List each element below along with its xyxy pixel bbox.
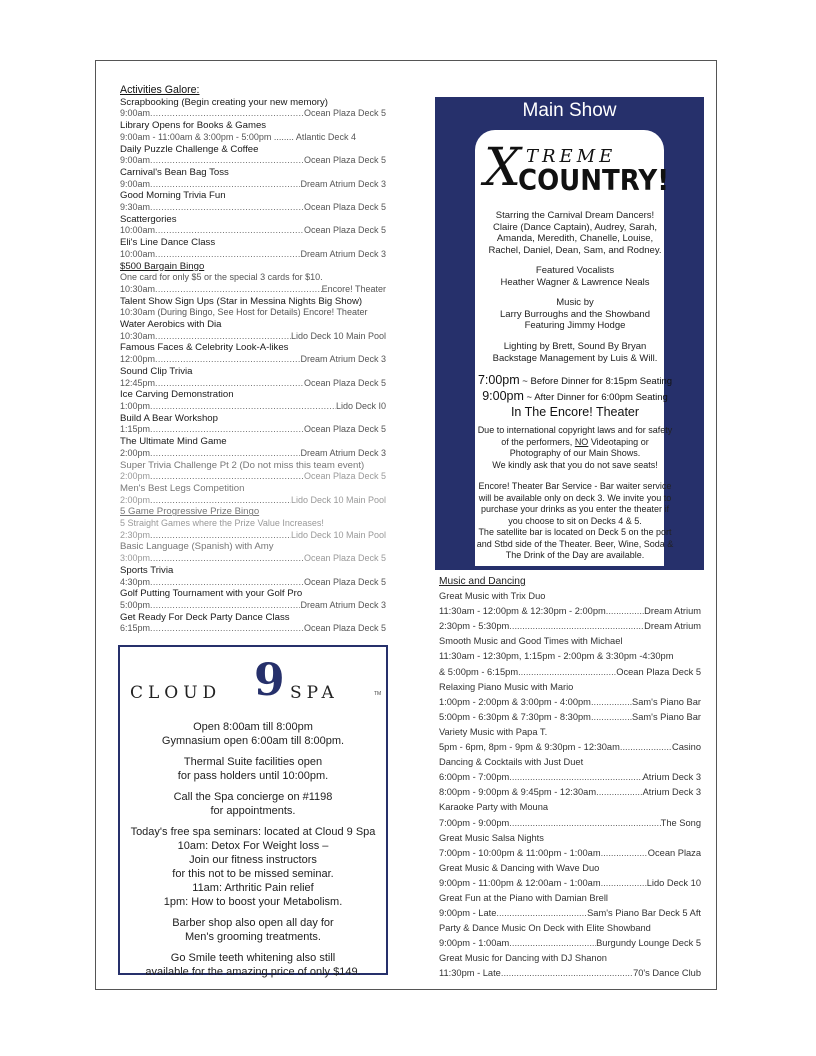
leader-dots (150, 448, 300, 460)
music-schedule (439, 619, 701, 634)
leader-dots (150, 155, 304, 167)
activity-time: 9:30am (120, 202, 151, 213)
showtime-2-time: 9:00pm (482, 389, 524, 403)
music-location: 70's Dance Club (633, 968, 701, 979)
music-schedule (439, 604, 701, 619)
activity-location: Ocean Plaza Deck 5 (303, 471, 386, 482)
bar-line: The satellite bar is located on Deck 5 on the port (478, 527, 672, 537)
music-schedule (439, 710, 701, 725)
leader-dots (601, 876, 647, 891)
spa-concierge-line: for appointments. (210, 805, 296, 817)
activity-schedule (120, 530, 386, 542)
starring-line: Rachel, Daniel, Dean, Sam, and Rodney. (488, 244, 662, 256)
music-time: 7:00pm - 9:00pm (439, 817, 510, 828)
bar-line: purchase your drinks as you enter the theater if (480, 504, 670, 514)
activity-title: $500 Bargain Bingo (120, 260, 205, 272)
vocalists-line: Featured Vocalists (535, 265, 615, 276)
show-times (466, 373, 684, 419)
bar-line: will be available only on deck 3. We invite you to (478, 492, 672, 503)
spa-seminars (120, 825, 386, 909)
logo-country: COUNTRY! (518, 164, 670, 198)
music-time: 1:00pm - 2:00pm & 3:00pm - 4:00pm (439, 696, 591, 707)
leader-dots (496, 906, 587, 921)
music-credit-line: Larry Burroughs and the Showband (500, 308, 650, 320)
leader-dots (155, 354, 300, 366)
music-location: Burgundy Lounge Deck 5 (596, 938, 701, 949)
copyright-part: Videotaping or (588, 436, 649, 447)
activity-time: 9:00am (120, 108, 151, 119)
showtime-2-note: ~ After Dinner for 6:00pm Seating (523, 392, 668, 403)
logo-x: X (484, 138, 522, 198)
spa-seminar-line: Today's free spa seminars: located at Cloud 9 Spa (130, 826, 376, 838)
spa-hours (120, 720, 386, 748)
activity-title: Talent Show Sign Ups (Star in Messina Nights Big Show) (120, 295, 363, 307)
activity-location: Ocean Plaza Deck 5 (303, 576, 386, 587)
activity-schedule (120, 378, 386, 390)
music-schedule (439, 846, 701, 861)
lighting-line: Lighting by Brett, Sound By Bryan (503, 341, 647, 352)
activity-schedule (120, 577, 386, 589)
music-schedule (439, 876, 701, 891)
bar-service-text: - Bar waiter service (591, 481, 672, 491)
leader-dots (601, 846, 648, 861)
music-location: Ocean Plaza Deck 5 (616, 666, 701, 677)
leader-dots (591, 710, 632, 725)
activity-title: Super Trivia Challenge Pt 2 (Do not miss this team event) (120, 459, 365, 471)
leader-dots (509, 770, 642, 785)
logo-treme: TREME (526, 146, 617, 167)
spa-barber (120, 916, 386, 944)
music-title: Relaxing Piano Music with Mario (439, 681, 574, 692)
activity-note: One card for only $5 or the special 3 cards for $10. (120, 272, 323, 283)
music-title: Dancing & Cocktails with Just Duet (439, 757, 584, 768)
leader-dots (150, 424, 304, 436)
spa-concierge-line: Call the Spa concierge on #1198 (173, 791, 333, 803)
copyright-line: Due to international copyright laws and for safety (477, 425, 673, 435)
spa-seminar-line: for this not to be missed seminar. (172, 868, 334, 880)
spa-smile-line: Go Smile teeth whitening also still (170, 952, 336, 964)
activity-location: Lido Deck I0 (335, 400, 386, 411)
starring-line: Starring the Carnival Dream Dancers! (495, 210, 655, 221)
activity-schedule (120, 155, 386, 167)
spa-logo-nine: 9 (254, 655, 285, 706)
spa-seminar-line: 1pm: How to boost your Metabolism. (163, 896, 343, 908)
activity-location: Ocean Plaza Deck 5 (303, 424, 386, 435)
activity-title: Famous Faces & Celebrity Look-A-likes (120, 342, 289, 354)
leader-dots (606, 604, 644, 619)
music-schedule (439, 665, 701, 680)
copyright-line: We kindly ask that you do not save seats! (492, 459, 658, 470)
music-location: The Song (660, 817, 701, 828)
xtreme-country-logo (484, 138, 670, 202)
activity-location: Ocean Plaza Deck 5 (303, 553, 386, 564)
activity-location: Dream Atrium Deck 3 (300, 248, 386, 259)
show-bar-service (466, 481, 684, 562)
music-time: 9:00pm - Late (439, 908, 497, 919)
music-location: Sam's Piano Bar (632, 696, 701, 707)
music-schedule (439, 936, 701, 951)
activity-title: Basic Language (Spanish) with Amy (120, 541, 274, 553)
music-title: Great Music with Trix Duo (439, 591, 546, 602)
spa-box (118, 645, 388, 978)
music-location: Atrium Deck 3 (642, 787, 701, 798)
activity-location: Encore! Theater (321, 283, 386, 294)
activity-title: Build A Bear Workshop (120, 412, 218, 424)
activity-title: Sound Clip Trivia (120, 365, 193, 377)
leader-dots (501, 966, 633, 981)
music-schedule (439, 770, 701, 785)
leader-dots (518, 665, 616, 680)
activity-location: Lido Deck 10 Main Pool (290, 330, 386, 341)
leader-dots (155, 284, 322, 296)
activity-time: 4:30pm (120, 576, 151, 587)
activity-title: Scrapbooking (Begin creating your new memory) (120, 96, 328, 108)
activity-schedule (120, 108, 386, 120)
activity-time: 12:00pm (120, 354, 156, 365)
activity-title: The Ultimate Mind Game (120, 436, 227, 448)
activity-location: Ocean Plaza Deck 5 (303, 202, 386, 213)
activity-title: Scattergories (120, 213, 177, 225)
activity-schedule (120, 623, 386, 635)
music-time: & 5:00pm - 6:15pm (439, 666, 519, 677)
music-header: Music and Dancing (439, 576, 526, 587)
music-schedule (439, 785, 701, 800)
activity-time: 1:15pm (120, 424, 151, 435)
cloud9-spa-logo (120, 655, 386, 713)
lighting-line: Backstage Management by Luis & Will. (492, 352, 658, 364)
activity-title: Eli's Line Dance Class (120, 237, 216, 249)
activity-schedule (120, 448, 386, 460)
spa-gym-line: Gymnasium open 6:00am till 8:00pm. (161, 735, 345, 747)
spa-logo-cloud: CLOUD (130, 683, 222, 703)
show-copyright (466, 425, 684, 471)
leader-dots (150, 471, 304, 483)
show-starring (466, 210, 684, 256)
activity-location: Dream Atrium Deck 3 (300, 178, 386, 189)
music-credit-line: Featuring Jimmy Hodge (524, 320, 626, 332)
activity-schedule (120, 553, 386, 565)
activity-time: 2:00pm (120, 494, 151, 505)
leader-dots (155, 331, 291, 343)
music-title: Karaoke Party with Mouna (439, 802, 549, 813)
activity-time: 1:00pm (120, 400, 151, 411)
spa-seminar-line: Join our fitness instructors (189, 854, 317, 866)
spa-smile (120, 951, 386, 979)
activity-time: 9:00am (120, 178, 151, 189)
spa-barber-line: Barber shop also open all day for (172, 917, 334, 929)
bar-service-label: Encore! Theater Bar Service (478, 481, 592, 491)
activity-title: Men's Best Legs Competition (120, 482, 245, 494)
showtime-1-time: 7:00pm (477, 373, 520, 387)
music-title: Variety Music with Papa T. (439, 726, 548, 737)
spa-hours-line: Open 8:00am till 8:00pm (193, 721, 313, 733)
spa-logo-spa: SPA (290, 683, 339, 703)
leader-dots (150, 553, 304, 565)
music-time: 9:00pm - 1:00am (439, 938, 510, 949)
activity-time: 10:00am (120, 248, 156, 259)
activity-location: Ocean Plaza Deck 5 (303, 225, 386, 236)
activity-title: Water Aerobics with Dia (120, 319, 222, 331)
activity-schedule (120, 284, 386, 296)
activity-time: 10:30am (120, 330, 156, 341)
music-location: Ocean Plaza (647, 847, 701, 858)
leader-dots (150, 108, 304, 120)
leader-dots (509, 816, 660, 831)
music-time: 11:30pm - Late (439, 968, 501, 979)
music-time: 5:00pm - 6:30pm & 7:30pm - 8:30pm (439, 711, 591, 722)
copyright-line: Photography of our Main Shows. (509, 448, 641, 459)
music-schedule (439, 816, 701, 831)
showtime-2 (466, 389, 684, 405)
show-lighting (466, 341, 684, 364)
music-title: 11:30am - 12:30pm, 1:15pm - 2:00pm & 3:30pm -4:30pm (439, 651, 674, 662)
activity-schedule (120, 471, 386, 483)
activity-title: Good Morning Trivia Fun (120, 190, 226, 202)
activity-time: 6:15pm (120, 623, 151, 634)
activities-list (120, 97, 386, 635)
music-list (439, 589, 701, 981)
music-title: Great Fun at the Piano with Damian Brell (439, 892, 608, 903)
activity-location: Dream Atrium Deck 3 (300, 354, 386, 365)
show-venue: In The Encore! Theater (510, 405, 640, 419)
bar-line: you choose to sit on Decks 4 & 5. (508, 515, 642, 526)
activity-title: Ice Carving Demonstration (120, 389, 234, 401)
activities-header: Activities Galore: (120, 84, 200, 96)
music-location: Dream Atrium (644, 606, 701, 617)
leader-dots (150, 495, 291, 507)
starring-line: Claire (Dance Captain), Audrey, Sarah, (492, 221, 658, 233)
leader-dots (155, 378, 304, 390)
music-title: Party & Dance Music On Deck with Elite Showband (439, 923, 651, 934)
leader-dots (155, 225, 304, 237)
activity-schedule (120, 202, 386, 214)
activity-location: Dream Atrium Deck 3 (300, 447, 386, 458)
starring-line: Amanda, Meredith, Chanelle, Louise, (496, 233, 654, 245)
activity-schedule (120, 424, 386, 436)
music-location: Sam's Piano Bar (632, 711, 701, 722)
spa-thermal-line: Thermal Suite facilities open (183, 756, 323, 768)
leader-dots (509, 619, 644, 634)
spa-thermal (120, 755, 386, 783)
music-location: Casino (672, 742, 701, 753)
activity-schedule (120, 331, 386, 343)
activity-schedule (120, 600, 386, 612)
music-time: 7:00pm - 10:00pm & 11:00pm - 1:00am (439, 847, 601, 858)
spa-concierge (120, 790, 386, 818)
spa-smile-line: available for the amazing price of only $149. (145, 966, 361, 978)
activity-location: Ocean Plaza Deck 5 (303, 155, 386, 166)
copyright-part: of the performers, (501, 436, 575, 447)
show-vocalists (466, 265, 684, 288)
activity-schedule (120, 495, 386, 507)
activity-title: Golf Putting Tournament with your Golf Pro (120, 588, 303, 600)
activities-column (120, 85, 386, 635)
bar-line: and Stbd side of the Theater. Beer, Wine, Soda & (476, 538, 674, 549)
leader-dots (150, 600, 300, 612)
activity-note: 9:00am - 11:00am & 3:00pm - 5:00pm ........ Atlantic Deck 4 (120, 131, 356, 142)
showtime-1 (466, 373, 684, 389)
activity-note: 5 Straight Games where the Prize Value Increases! (120, 518, 324, 529)
activity-time: 2:00pm (120, 471, 151, 482)
activity-location: Lido Deck 10 Main Pool (290, 529, 386, 540)
activity-title: Daily Puzzle Challenge & Coffee (120, 143, 259, 155)
activity-location: Ocean Plaza Deck 5 (303, 623, 386, 634)
leader-dots (150, 401, 336, 413)
bar-line: The Drink of the Day are available. (505, 550, 645, 560)
leader-dots (150, 623, 304, 635)
music-title: Great Music & Dancing with Wave Duo (439, 862, 600, 873)
music-title: Smooth Music and Good Times with Michael (439, 636, 623, 647)
activity-schedule (120, 401, 386, 413)
activity-location: Lido Deck 10 Main Pool (290, 494, 386, 505)
music-time: 6:00pm - 7:00pm (439, 772, 510, 783)
activity-time: 2:30pm (120, 529, 151, 540)
spa-seminar-line: 11am: Arthritic Pain relief (192, 882, 314, 894)
music-credit-line: Music by (556, 297, 594, 308)
activity-title: Sports Trivia (120, 564, 174, 576)
activity-time: 5:00pm (120, 599, 151, 610)
activity-title: Carnival's Bean Bag Toss (120, 166, 229, 178)
leader-dots (509, 936, 596, 951)
activity-schedule (120, 225, 386, 237)
vocalists-line: Heather Wagner & Lawrence Neals (500, 276, 650, 288)
activity-title: Library Opens for Books & Games (120, 120, 267, 132)
activity-location: Ocean Plaza Deck 5 (303, 108, 386, 119)
copyright-no: NO (574, 436, 589, 447)
music-schedule (439, 906, 701, 921)
leader-dots (150, 577, 304, 589)
leader-dots (150, 179, 300, 191)
activity-location: Dream Atrium Deck 3 (300, 599, 386, 610)
main-show-title: Main Show (522, 100, 617, 121)
music-location: Atrium Deck 3 (642, 772, 701, 783)
music-schedule (439, 966, 701, 981)
activity-title: 5 Game Progressive Prize Bingo (120, 506, 260, 518)
activity-location: Ocean Plaza Deck 5 (303, 377, 386, 388)
activity-schedule (120, 354, 386, 366)
music-time: 11:30am - 12:00pm & 12:30pm - 2:00pm (439, 606, 606, 617)
leader-dots (620, 740, 672, 755)
music-location: Lido Deck 10 (646, 877, 701, 888)
bar-line (466, 481, 684, 493)
music-time: 2:30pm - 5:30pm (439, 621, 510, 632)
music-time: 8:00pm - 9:00pm & 9:45pm - 12:30am (439, 787, 597, 798)
leader-dots (591, 695, 632, 710)
activity-time: 10:30am (120, 283, 156, 294)
activity-time: 3:00pm (120, 553, 151, 564)
music-schedule (439, 695, 701, 710)
activity-time: 9:00am (120, 155, 151, 166)
activity-note: 10:30am (During Bingo, See Host for Details) Encore! Theater (120, 307, 368, 318)
leader-dots (155, 249, 300, 261)
activity-schedule (120, 249, 386, 261)
music-location: Dream Atrium (644, 621, 701, 632)
music-time: 5pm - 6pm, 8pm - 9pm & 9:30pm - 12:30am (439, 742, 620, 753)
leader-dots (150, 530, 291, 542)
showtime-1-note: ~ Before Dinner for 8:15pm Seating (519, 376, 673, 387)
music-time: 9:00pm - 11:00pm & 12:00am - 1:00am (439, 877, 601, 888)
activity-title: Get Ready For Deck Party Dance Class (120, 611, 290, 623)
activity-schedule (120, 179, 386, 191)
spa-seminar-line: 10am: Detox For Weight loss – (177, 840, 329, 852)
copyright-line (466, 437, 684, 449)
leader-dots (596, 785, 643, 800)
activity-time: 2:00pm (120, 447, 151, 458)
spa-logo-tm: TM (374, 691, 382, 697)
activity-time: 12:45pm (120, 377, 156, 388)
activity-time: 10:00am (120, 225, 156, 236)
music-schedule (439, 740, 701, 755)
show-music-credits (466, 297, 684, 332)
leader-dots (150, 202, 304, 214)
spa-barber-line: Men's grooming treatments. (185, 931, 321, 943)
music-title: Great Music Salsa Nights (439, 832, 544, 843)
music-title: Great Music for Dancing with DJ Shanon (439, 953, 607, 964)
music-location: Sam's Piano Bar Deck 5 Aft (587, 908, 701, 919)
spa-thermal-line: for pass holders until 10:00pm. (177, 770, 329, 782)
music-dancing-section (439, 574, 701, 982)
